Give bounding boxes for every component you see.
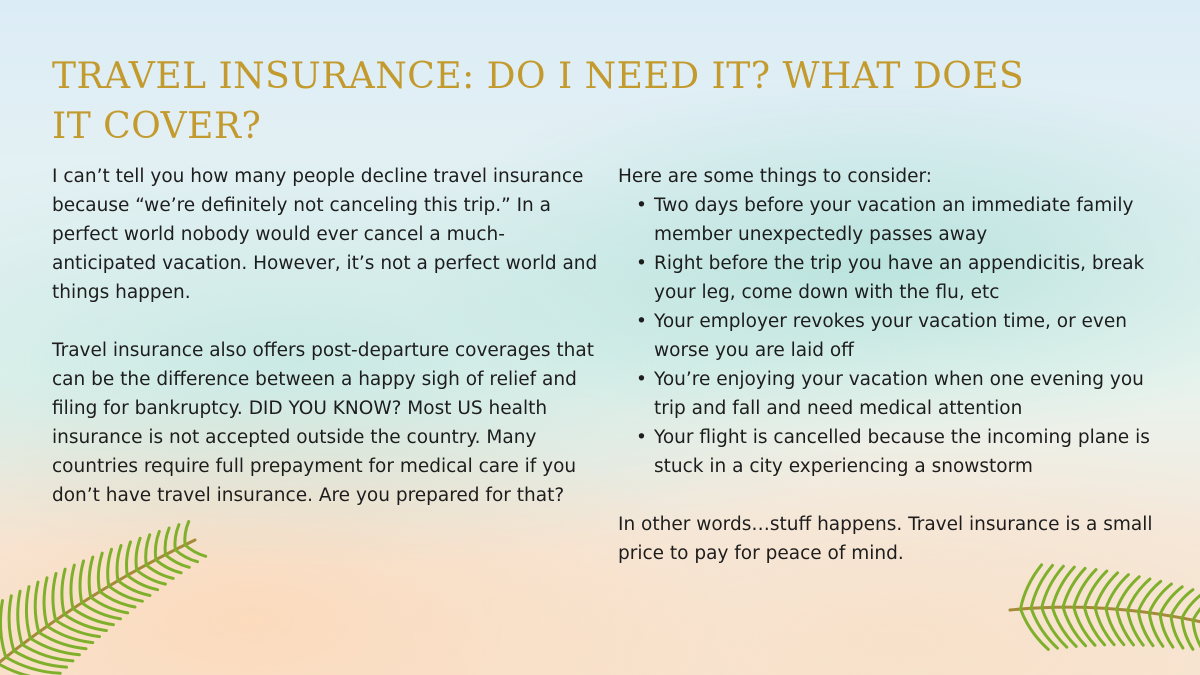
palm-leaf-icon <box>1000 555 1200 675</box>
palm-leaf-icon <box>0 500 240 675</box>
palm-leaflet <box>98 553 102 591</box>
palm-leaflet <box>127 575 157 589</box>
palm-leaflet <box>53 574 56 621</box>
palm-leaflet <box>175 525 179 550</box>
palm-leaflet <box>35 582 38 632</box>
palm-leaflet <box>137 570 166 584</box>
left-column <box>52 162 602 510</box>
palm-leaflet <box>155 531 159 559</box>
list-item: • Right before the trip you have an appendicitis, break your leg, come down with the flu, etc <box>618 249 1158 307</box>
palm-leaflet <box>165 528 169 555</box>
palm-leaflet <box>62 569 65 614</box>
list-item: • Two days before your vacation an immediate family member unexpectedly passes away <box>618 191 1158 249</box>
palm-leaflet <box>26 587 30 639</box>
closing-paragraph: In other words…stuff happens. Travel insurance is a small price to pay for peace of mind. <box>618 514 1153 564</box>
paragraph-spacer <box>618 481 1158 510</box>
intro-paragraph: I can’t tell you how many people decline travel insurance because “we’re definitely not canceling this trip.” In a perfect world nobody would ever cancel a much-anticipated vacation. However, it’s not a perfect world and things happen. <box>52 166 598 303</box>
list-item: • You’re enjoying your vacation when one evening you trip and fall and need medical attention <box>618 365 1158 423</box>
considerations-intro: Here are some things to consider: <box>618 166 932 187</box>
palm-leaflet <box>9 596 14 651</box>
palm-leaflet <box>89 557 93 597</box>
palm-leaflet <box>185 545 206 557</box>
palm-leaflet <box>18 591 22 644</box>
palm-leaflet <box>80 561 83 603</box>
palm-leaflet <box>136 538 140 570</box>
palm-leaflet <box>126 542 130 575</box>
right-column <box>618 162 1158 568</box>
palm-leaflet <box>185 522 189 545</box>
palm-leaflet <box>0 601 5 658</box>
coverage-paragraph: Travel insurance also offers post-departure coverages that can be the difference between a happy sigh of relief and filing for bankruptcy. DID YOU KNOW? Most US health insurance is not accepted outside the country. Many countries require full prepayment for medical care if you don’t have travel insurance. Are you prepared for that? <box>52 340 594 506</box>
paragraph-spacer <box>52 307 602 336</box>
palm-leaflet <box>146 535 150 565</box>
considerations-list <box>618 191 1158 481</box>
palm-leaflet <box>44 578 47 626</box>
palm-leaflet <box>117 546 121 581</box>
list-item: • Your employer revokes your vacation time, or even worse you are laid off <box>618 307 1158 365</box>
palm-leaflet <box>108 549 112 586</box>
palm-leaflet <box>1182 618 1193 649</box>
page-title: TRAVEL INSURANCE: DO I NEED IT? WHAT DOES IT COVER? <box>52 56 1025 147</box>
palm-leaflet <box>1193 620 1200 651</box>
palm-leaflet <box>71 565 74 609</box>
list-item: • Your flight is cancelled because the incoming plane is stuck in a city experiencing a snowstorm <box>618 423 1158 481</box>
